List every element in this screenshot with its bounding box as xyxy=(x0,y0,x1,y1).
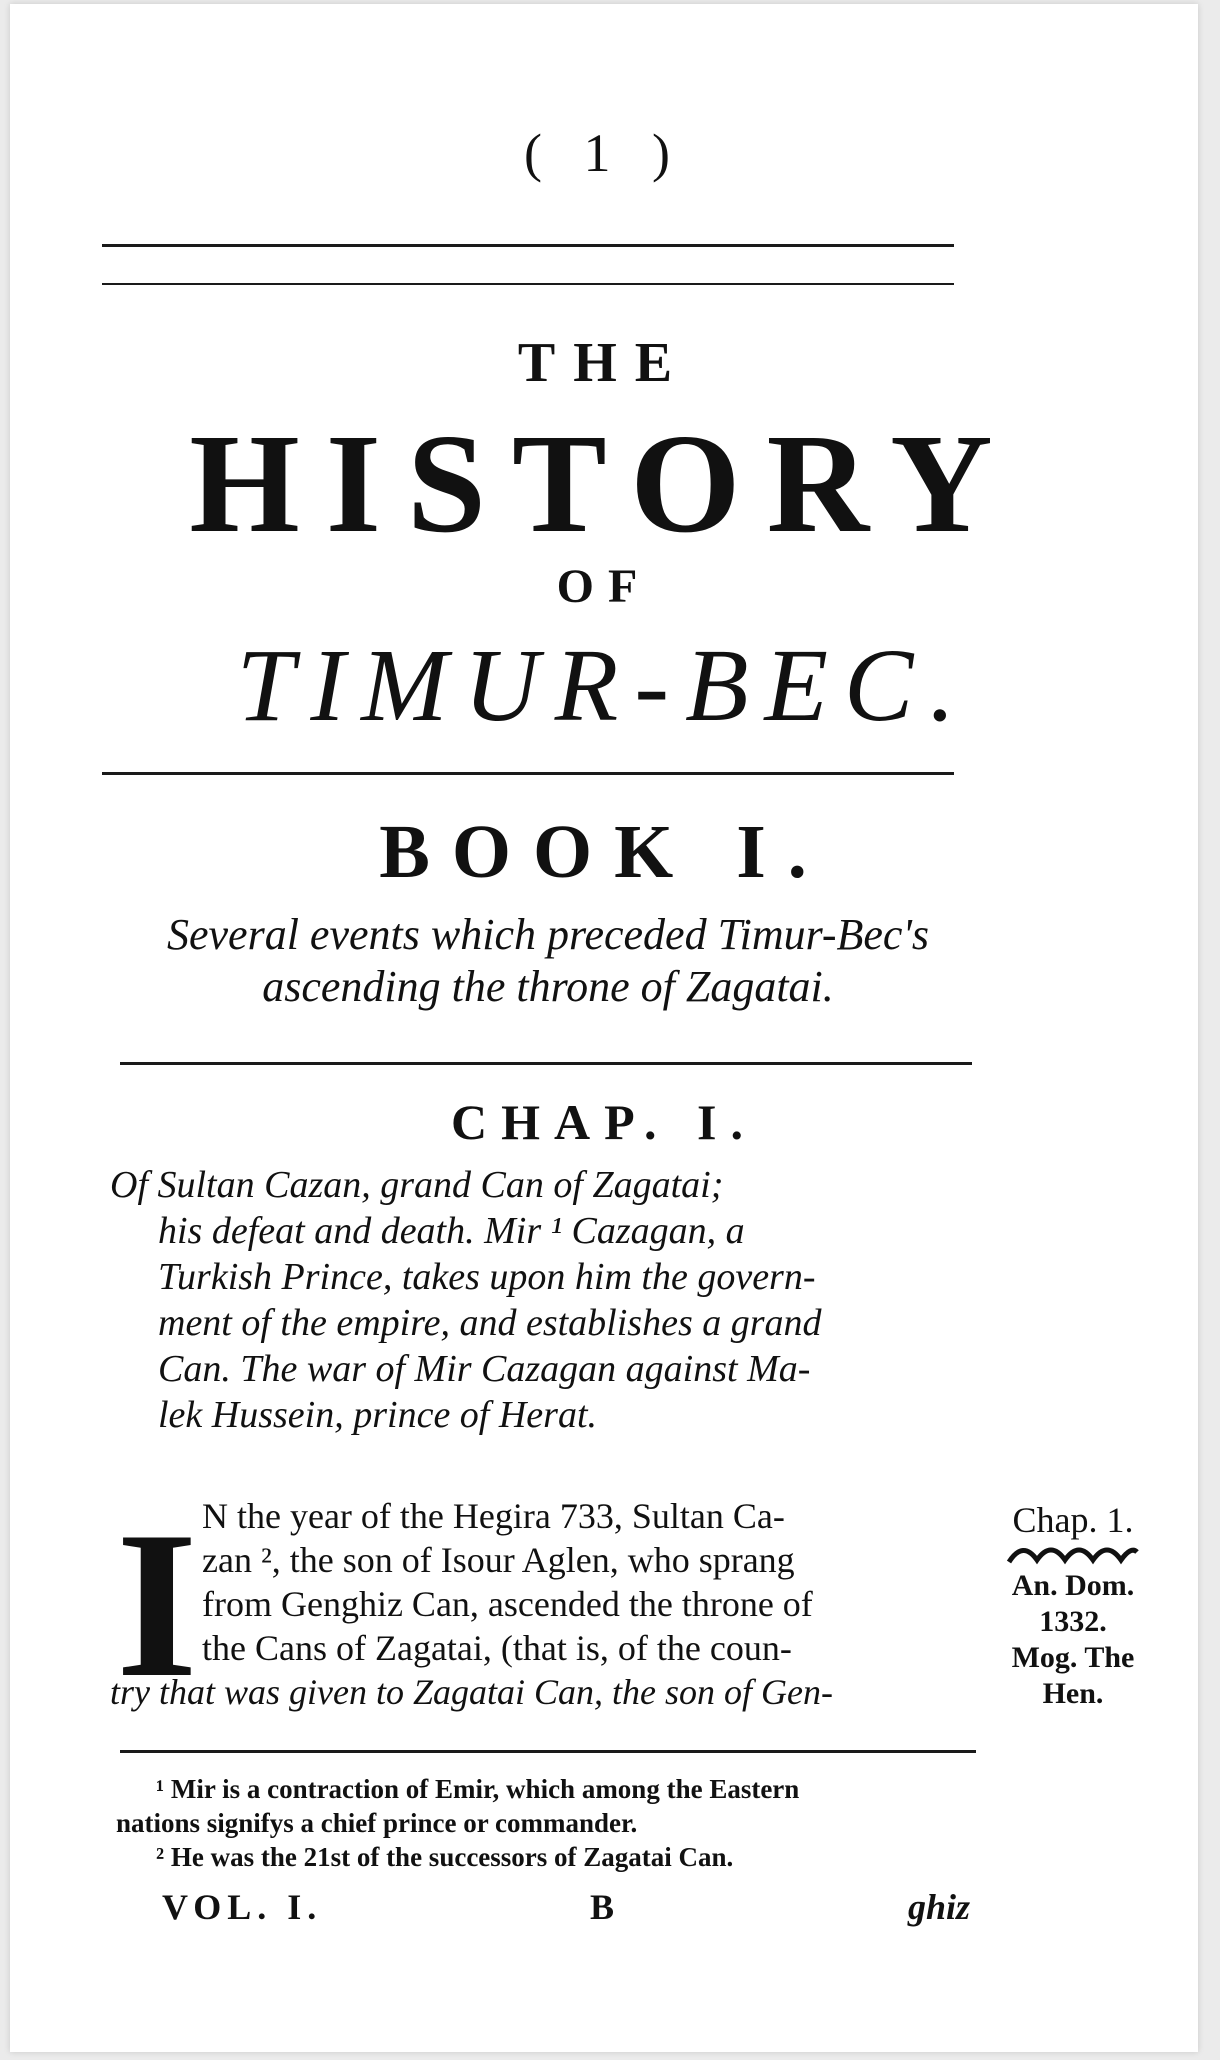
top-rule xyxy=(102,244,954,247)
chapter-heading: CHAP. I. xyxy=(450,1094,758,1150)
chapter-summary xyxy=(110,1162,990,1438)
footnote-rule xyxy=(120,1750,976,1753)
signature-mark: B xyxy=(590,1887,615,1927)
title-history: HISTORY xyxy=(189,404,1019,562)
footnote-line: ¹ Mir is a contraction of Emir, which among the Eastern xyxy=(156,1774,800,1804)
body-line: zan ², the son of Isour Aglen, who sprang xyxy=(202,1540,795,1580)
volume-signature: VOL. I. xyxy=(162,1887,323,1927)
body-line: the Cans of Zagatai, (that is, of the coun- xyxy=(202,1628,792,1668)
ornament-squiggle-icon xyxy=(1003,1538,1143,1568)
book-page xyxy=(10,4,1198,2052)
summary-line: Turkish Prince, takes upon him the govern- xyxy=(158,1256,816,1298)
footnote-line: nations signifys a chief prince or commander. xyxy=(116,1808,638,1838)
title-of: OF xyxy=(556,560,652,613)
title-the: THE xyxy=(517,332,691,394)
summary-line: Of Sultan Cazan, grand Can of Zagatai; xyxy=(110,1164,724,1206)
title-rule xyxy=(102,772,954,775)
body-line: from Genghiz Can, ascended the throne of xyxy=(202,1584,813,1624)
top-rule-dotted xyxy=(102,283,954,285)
body-line: try that was given to Zagatai Can, the son of Gen- xyxy=(110,1672,833,1712)
margin-line: Mog. The xyxy=(1011,1641,1135,1674)
book-heading: BOOK I. xyxy=(379,810,829,894)
summary-line: Can. The war of Mir Cazagan against Ma- xyxy=(158,1348,811,1390)
margin-note xyxy=(988,1502,1158,1712)
margin-chap: Chap. 1. xyxy=(1012,1500,1134,1540)
footnotes xyxy=(116,1772,996,1874)
page-number: ( 1 ) xyxy=(524,123,684,183)
book-subtitle-line2: ascending the throne of Zagatai. xyxy=(262,962,834,1011)
title-timur-bec: TIMUR-BEC. xyxy=(236,628,972,743)
drop-cap: I xyxy=(116,1489,198,1721)
margin-line: Hen. xyxy=(1042,1677,1104,1710)
book-rule xyxy=(120,1062,972,1065)
book-subtitle-line1: Several events which preceded Timur-Bec's xyxy=(167,910,929,959)
footnote-line: ² He was the 21st of the successors of Zagatai Can. xyxy=(156,1842,734,1872)
body-text xyxy=(110,1489,980,1721)
margin-line: An. Dom. xyxy=(1011,1569,1135,1602)
summary-line: his defeat and death. Mir ¹ Cazagan, a xyxy=(158,1210,745,1252)
catchword: ghiz xyxy=(908,1887,971,1927)
summary-line: ment of the empire, and establishes a grand xyxy=(158,1302,822,1344)
summary-line: lek Hussein, prince of Herat. xyxy=(158,1394,598,1436)
book-subtitle xyxy=(108,909,988,1013)
body-line: N the year of the Hegira 733, Sultan Ca- xyxy=(202,1496,785,1536)
margin-line: 1332. xyxy=(1039,1605,1107,1638)
